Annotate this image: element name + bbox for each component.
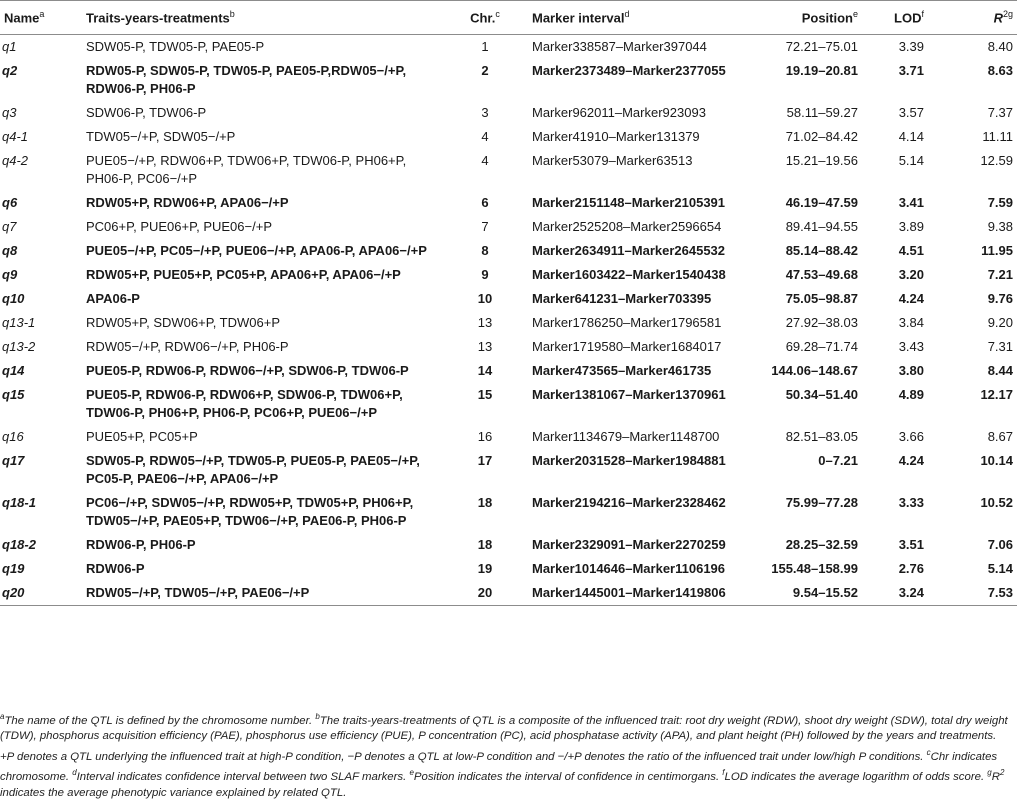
footnote-b: The traits-years-treatments of QTL is a composite of the influenced trait: root dry weight (RDW), shoot dry weight (SDW), total dry weight (TDW), phosphorus acquisition efficiency (PAE), phosphorus use efficiency (PUE), P concentration (PC), acid phosphatase activity (APA), and plant height (PH) followed by the years and treatments. +P denotes a QTL underlying the influenced trait at high-P condition, −P denotes a QTL at low-P condition and −/+P denotes the ratio of the influenced trait under low/high P conditions. — [0, 714, 1008, 763]
cell-lod: 4.24 — [898, 453, 924, 468]
cell-position: 89.41–94.55 — [785, 219, 858, 234]
cell-r2: 8.67 — [987, 429, 1013, 444]
cell-name: q2 — [2, 63, 18, 78]
cell-chr: 7 — [481, 219, 489, 234]
cell-r2: 8.40 — [987, 39, 1013, 54]
table-row — [0, 59, 1017, 101]
cell-traits: SDW06-P, TDW06-P — [86, 105, 207, 120]
table-row — [0, 35, 1017, 60]
table-row — [0, 215, 1017, 239]
col-header-name: Name$^a$ — [0, 1, 82, 35]
cell-r2: 11.11 — [982, 129, 1013, 144]
cell-lod: 3.57 — [898, 105, 924, 120]
cell-name: q18-2 — [2, 537, 36, 552]
cell-position: 58.11–59.27 — [786, 105, 858, 120]
cell-r2: 12.17 — [980, 387, 1013, 402]
cell-interval: Marker2329091–Marker2270259 — [532, 537, 726, 552]
cell-name: q17 — [2, 453, 25, 468]
cell-position: 27.92–38.03 — [785, 315, 858, 330]
cell-interval: Marker2194216–Marker2328462 — [532, 495, 726, 510]
cell-lod: 3.51 — [898, 537, 924, 552]
table-row — [0, 239, 1017, 263]
cell-traits: RDW06-P, PH06-P — [86, 537, 196, 552]
cell-lod: 3.20 — [898, 267, 924, 282]
cell-position: 9.54–15.52 — [752, 581, 874, 606]
cell-r2: 8.44 — [987, 363, 1013, 378]
cell-chr: 20 — [442, 581, 528, 606]
cell-traits: PUE05-P, RDW06-P, RDW06−/+P, SDW06-P, TDW06-P — [86, 363, 409, 378]
cell-position: 69.28–71.74 — [785, 339, 858, 354]
cell-traits: PUE05+P, PC05+P — [86, 429, 198, 444]
cell-name: q7 — [2, 219, 17, 234]
cell-lod: 4.89 — [898, 387, 924, 402]
cell-traits: RDW05+P, SDW06+P, TDW06+P — [86, 315, 281, 330]
table-row — [0, 149, 1017, 191]
table-row — [0, 125, 1017, 149]
footnote-g: indicates the average phenotypic variance explained by related QTL. — [0, 786, 347, 799]
table-row — [0, 581, 1017, 606]
cell-name: q13-1 — [2, 315, 36, 330]
cell-name: q16 — [2, 429, 24, 444]
table-row — [0, 533, 1017, 557]
cell-name: q19 — [2, 561, 25, 576]
cell-lod: 4.24 — [898, 291, 924, 306]
cell-interval: Marker1014646–Marker1106196 — [532, 561, 726, 576]
cell-position: 0–7.21 — [818, 453, 858, 468]
cell-traits: RDW05−/+P, RDW06−/+P, PH06-P — [86, 339, 289, 354]
cell-traits: RDW06-P — [86, 561, 145, 576]
footnote-e: Position indicates the interval of confidence in centimorgans. — [413, 771, 720, 784]
footnote-a: The name of the QTL is defined by the chromosome number. — [4, 714, 313, 727]
table-row — [0, 191, 1017, 215]
cell-chr: 4 — [481, 129, 489, 144]
cell-name: q18-1 — [2, 495, 36, 510]
cell-traits: RDW05-P, SDW05-P, TDW05-P, PAE05-P,RDW05−/+P, RDW06-P, PH06-P — [86, 63, 407, 96]
table-row — [0, 383, 1017, 425]
cell-interval: Marker1445001–Marker1419806 — [528, 581, 752, 606]
cell-r2: 11.95 — [981, 243, 1013, 258]
cell-traits: PUE05-P, RDW06-P, RDW06+P, SDW06-P, TDW06+P, TDW06-P, PH06+P, PH06-P, PC06+P, PUE06−/+P — [86, 387, 403, 420]
cell-r2: 10.14 — [980, 453, 1013, 468]
cell-r2: 7.59 — [987, 195, 1013, 210]
col-header-position: Position$^e$ — [752, 1, 874, 35]
cell-traits: RDW05+P, PUE05+P, PC05+P, APA06+P, APA06−/+P — [86, 267, 401, 282]
cell-interval: Marker2031528–Marker1984881 — [532, 453, 726, 468]
cell-chr: 17 — [477, 453, 493, 468]
cell-chr: 2 — [481, 63, 489, 78]
cell-name: q6 — [2, 195, 18, 210]
cell-traits: RDW05+P, RDW06+P, APA06−/+P — [86, 195, 289, 210]
cell-lod: 5.14 — [898, 153, 924, 168]
cell-lod: 3.66 — [898, 429, 924, 444]
cell-chr: 13 — [477, 315, 493, 330]
cell-r2: 7.06 — [987, 537, 1013, 552]
cell-name: q4-2 — [2, 153, 29, 168]
cell-traits: SDW05-P, TDW05-P, PAE05-P — [86, 39, 265, 54]
cell-lod: 3.24 — [874, 581, 942, 606]
cell-traits: TDW05−/+P, SDW05−/+P — [86, 129, 236, 144]
cell-chr: 15 — [477, 387, 493, 402]
cell-r2: 7.31 — [987, 339, 1013, 354]
cell-chr: 14 — [477, 363, 493, 378]
col-header-traits: Traits-years-treatments$^b$ — [82, 1, 442, 35]
table-row — [0, 311, 1017, 335]
cell-interval: Marker2634911–Marker2645532 — [532, 243, 726, 258]
cell-lod: 3.41 — [898, 195, 924, 210]
cell-interval: Marker53079–Marker63513 — [532, 153, 693, 168]
cell-interval: Marker1134679–Marker1148700 — [532, 429, 720, 444]
cell-lod: 3.71 — [898, 63, 924, 78]
cell-interval: Marker473565–Marker461735 — [532, 363, 712, 378]
cell-lod: 3.43 — [898, 339, 924, 354]
cell-r2: 7.37 — [987, 105, 1013, 120]
cell-interval: Marker2525208–Marker2596654 — [532, 219, 722, 234]
cell-r2: 9.20 — [987, 315, 1013, 330]
cell-chr: 4 — [481, 153, 489, 168]
cell-interval: Marker338587–Marker397044 — [532, 39, 707, 54]
table-row — [0, 557, 1017, 581]
cell-name: q3 — [2, 105, 17, 120]
cell-r2: 7.21 — [987, 267, 1013, 282]
table-row — [0, 287, 1017, 311]
cell-r2: 12.59 — [980, 153, 1013, 168]
cell-name: q4-1 — [2, 129, 29, 144]
cell-name: q13-2 — [2, 339, 36, 354]
cell-position: 155.48–158.99 — [771, 561, 858, 576]
table-header-row — [0, 1, 1017, 35]
cell-interval: Marker1603422–Marker1540438 — [532, 267, 726, 282]
cell-chr: 10 — [477, 291, 493, 306]
cell-lod: 3.84 — [898, 315, 924, 330]
cell-traits: PC06−/+P, SDW05−/+P, RDW05+P, TDW05+P, PH06+P, TDW05−/+P, PAE05+P, TDW06−/+P, PAE06-P, PH06-P — [86, 495, 414, 528]
col-header-interval: Marker interval$^d$ — [528, 1, 752, 35]
cell-chr: 19 — [477, 561, 493, 576]
cell-position: 19.19–20.81 — [785, 63, 858, 78]
footnotes: $^a$The name of the QTL is defined by the chromosome number. $^b$The traits-years-treatments of QTL is a composite of the influenced trait: root dry weight (RDW), shoot dry weight (SDW), total dry weight (TDW), phosphorus acquisition efficiency (PAE), phosphorus use efficiency (PUE), P concentration (PC), acid phosphatase activity (APA), and plant height (PH) followed by the years and treatments. +P denotes a QTL underlying the influenced trait at high-P condition, −P denotes a QTL at low-P condition and −/+P denotes the ratio of the influenced trait under low/high P conditions. $^c$Chr indicates chromosome. $^d$Interval indicates confidence interval between two SLAF markers. $^e$Position indicates the interval of confidence in centimorgans. $^f$LOD indicates the average logarithm of odds score. $^gR^2$ indicates the average phenotypic variance explained by related QTL. — [0, 712, 1008, 799]
cell-lod: 4.14 — [898, 129, 924, 144]
cell-chr: 16 — [477, 429, 493, 444]
cell-name: q15 — [2, 387, 25, 402]
cell-lod: 3.33 — [898, 495, 924, 510]
cell-traits: PC06+P, PUE06+P, PUE06−/+P — [86, 219, 272, 234]
cell-chr: 18 — [477, 537, 493, 552]
cell-r2: 9.76 — [987, 291, 1013, 306]
cell-traits: RDW05−/+P, TDW05−/+P, PAE06−/+P — [82, 581, 442, 606]
cell-position: 71.02–84.42 — [785, 129, 858, 144]
cell-traits: PUE05−/+P, RDW06+P, TDW06+P, TDW06-P, PH06+P, PH06-P, PC06−/+P — [86, 153, 407, 186]
cell-r2: 9.38 — [987, 219, 1013, 234]
table-row — [0, 425, 1017, 449]
cell-traits: PUE05−/+P, PC05−/+P, PUE06−/+P, APA06-P, APA06−/+P — [86, 243, 427, 258]
cell-position: 47.53–49.68 — [785, 267, 858, 282]
table-row — [0, 359, 1017, 383]
col-header-lod: LOD$^f$ — [874, 1, 942, 35]
cell-lod: 3.89 — [898, 219, 924, 234]
cell-name: q14 — [2, 363, 25, 378]
col-header-r2: $R^{2g}$ — [942, 1, 1017, 35]
col-header-chr: Chr.$^c$ — [442, 1, 528, 35]
cell-chr: 9 — [481, 267, 489, 282]
cell-position: 72.21–75.01 — [785, 39, 858, 54]
cell-chr: 8 — [481, 243, 489, 258]
cell-position: 15.21–19.56 — [785, 153, 858, 168]
table-row — [0, 335, 1017, 359]
cell-lod: 2.76 — [898, 561, 924, 576]
cell-position: 75.99–77.28 — [785, 495, 858, 510]
cell-chr: 6 — [481, 195, 489, 210]
footnote-d: Interval indicates confidence interval between two SLAF markers. — [76, 771, 407, 784]
table-row — [0, 449, 1017, 491]
cell-position: 144.06–148.67 — [771, 363, 858, 378]
cell-interval: Marker2373489–Marker2377055 — [532, 63, 726, 78]
table-row — [0, 263, 1017, 287]
cell-interval: Marker641231–Marker703395 — [532, 291, 712, 306]
cell-position: 46.19–47.59 — [785, 195, 858, 210]
table-row — [0, 491, 1017, 533]
cell-traits: APA06-P — [86, 291, 140, 306]
footnote-c: Chr indicates chromosome. — [0, 750, 998, 784]
cell-position: 82.51–83.05 — [785, 429, 858, 444]
cell-chr: 13 — [477, 339, 493, 354]
cell-name: q9 — [2, 267, 18, 282]
cell-chr: 1 — [481, 39, 489, 54]
cell-lod: 3.39 — [898, 39, 924, 54]
cell-name: q10 — [2, 291, 25, 306]
cell-name: q8 — [2, 243, 18, 258]
cell-chr: 18 — [477, 495, 493, 510]
cell-position: 75.05–98.87 — [785, 291, 858, 306]
cell-r2: 10.52 — [980, 495, 1013, 510]
cell-interval: Marker41910–Marker131379 — [532, 129, 700, 144]
cell-interval: Marker1786250–Marker1796581 — [532, 315, 722, 330]
cell-r2: 7.53 — [942, 581, 1017, 606]
cell-position: 85.14–88.42 — [785, 243, 858, 258]
cell-chr: 3 — [481, 105, 489, 120]
cell-interval: Marker1719580–Marker1684017 — [532, 339, 722, 354]
cell-r2: 8.63 — [987, 63, 1013, 78]
cell-interval: Marker2151148–Marker2105391 — [532, 195, 726, 210]
cell-traits: SDW05-P, RDW05−/+P, TDW05-P, PUE05-P, PAE05−/+P, PC05-P, PAE06−/+P, APA06−/+P — [86, 453, 420, 486]
cell-position: 50.34–51.40 — [785, 387, 858, 402]
cell-interval: Marker962011–Marker923093 — [532, 105, 706, 120]
cell-interval: Marker1381067–Marker1370961 — [532, 387, 726, 402]
table-row — [0, 101, 1017, 125]
cell-name: q1 — [2, 39, 17, 54]
footnote-f: LOD indicates the average logarithm of odds score. — [724, 771, 985, 784]
cell-lod: 4.51 — [898, 243, 924, 258]
cell-name: q20 — [0, 581, 82, 606]
cell-r2: 5.14 — [987, 561, 1013, 576]
cell-position: 28.25–32.59 — [785, 537, 858, 552]
cell-lod: 3.80 — [898, 363, 924, 378]
